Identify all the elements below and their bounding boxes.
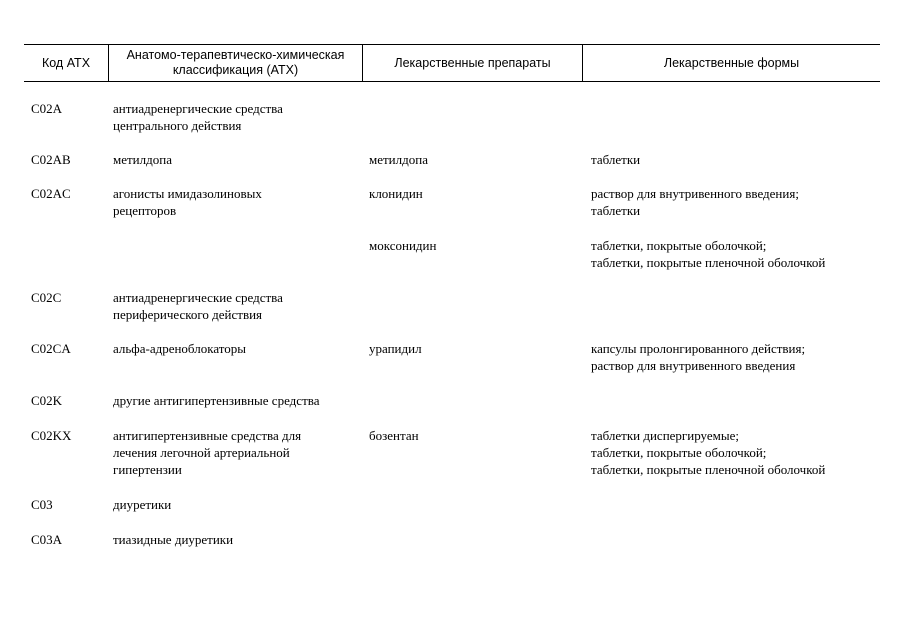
table-row (24, 100, 880, 134)
atc-code (24, 237, 113, 271)
table-row (24, 427, 880, 478)
dosage-forms (591, 496, 880, 513)
table-header (24, 44, 880, 82)
header-forms: Лекарственные формы (582, 45, 880, 81)
atc-classification: метилдопа (113, 152, 172, 167)
table-body (24, 100, 880, 548)
drug-name: урапидил (369, 341, 422, 356)
atc-classification: другие антигипертензивные средства (113, 393, 320, 408)
drug-name: моксонидин (369, 238, 437, 253)
drug-name: клонидин (369, 186, 423, 201)
atc-code: C03A (31, 532, 63, 547)
atc-code: C02K (31, 393, 63, 408)
atc-classification: тиазидные диуретики (113, 532, 234, 547)
dosage-forms (591, 289, 880, 323)
header-drugs: Лекарственные препараты (362, 45, 582, 81)
dosage-forms: капсулы пролонгированного действия; раствор для внутривенного введения (591, 341, 806, 373)
atc-code: C02AB (31, 152, 71, 167)
table-row (24, 289, 880, 323)
dosage-forms: таблетки диспергируемые; таблетки, покрытые оболочкой; таблетки, покрытые пленочной оболочкой (591, 428, 826, 477)
atc-classification: агонисты имидазолиновых рецепторов (113, 186, 262, 218)
atc-code: C02C (31, 290, 62, 305)
table-row (24, 531, 880, 548)
drug-name (369, 100, 591, 134)
dosage-forms (591, 531, 880, 548)
header-code: Код АТХ (41, 55, 91, 70)
atc-classification: антиадренергические средства периферического действия (113, 290, 283, 322)
atc-table (24, 44, 880, 548)
dosage-forms: таблетки (591, 152, 641, 167)
drug-name: метилдопа (369, 152, 428, 167)
drug-name: бозентан (369, 428, 419, 443)
atc-code: C02AC (31, 186, 71, 201)
table-row (24, 496, 880, 513)
table-row (24, 340, 880, 374)
dosage-forms (591, 100, 880, 134)
atc-code: C02KX (31, 428, 72, 443)
atc-classification (113, 237, 369, 271)
table-row (24, 237, 880, 271)
atc-classification: антиадренергические средства центрального действия (113, 101, 283, 133)
atc-code: C02CA (31, 341, 71, 356)
dosage-forms: таблетки, покрытые оболочкой; таблетки, покрытые пленочной оболочкой (591, 238, 826, 270)
dosage-forms (591, 392, 880, 409)
header-classification: Анатомо-терапевтическо-химическая классификация (АТХ) (108, 45, 362, 81)
dosage-forms: раствор для внутривенного введения; таблетки (591, 186, 799, 218)
table-row (24, 185, 880, 219)
drug-name (369, 289, 591, 323)
atc-code: C03 (31, 497, 53, 512)
atc-classification: диуретики (113, 497, 172, 512)
drug-name (369, 392, 591, 409)
table-row (24, 392, 880, 409)
drug-name (369, 531, 591, 548)
drug-name (369, 496, 591, 513)
atc-code: C02A (31, 101, 63, 116)
table-row (24, 151, 880, 168)
atc-classification: альфа-адреноблокаторы (113, 341, 247, 356)
atc-classification: антигипертензивные средства для лечения легочной артериальной гипертензии (113, 428, 302, 477)
